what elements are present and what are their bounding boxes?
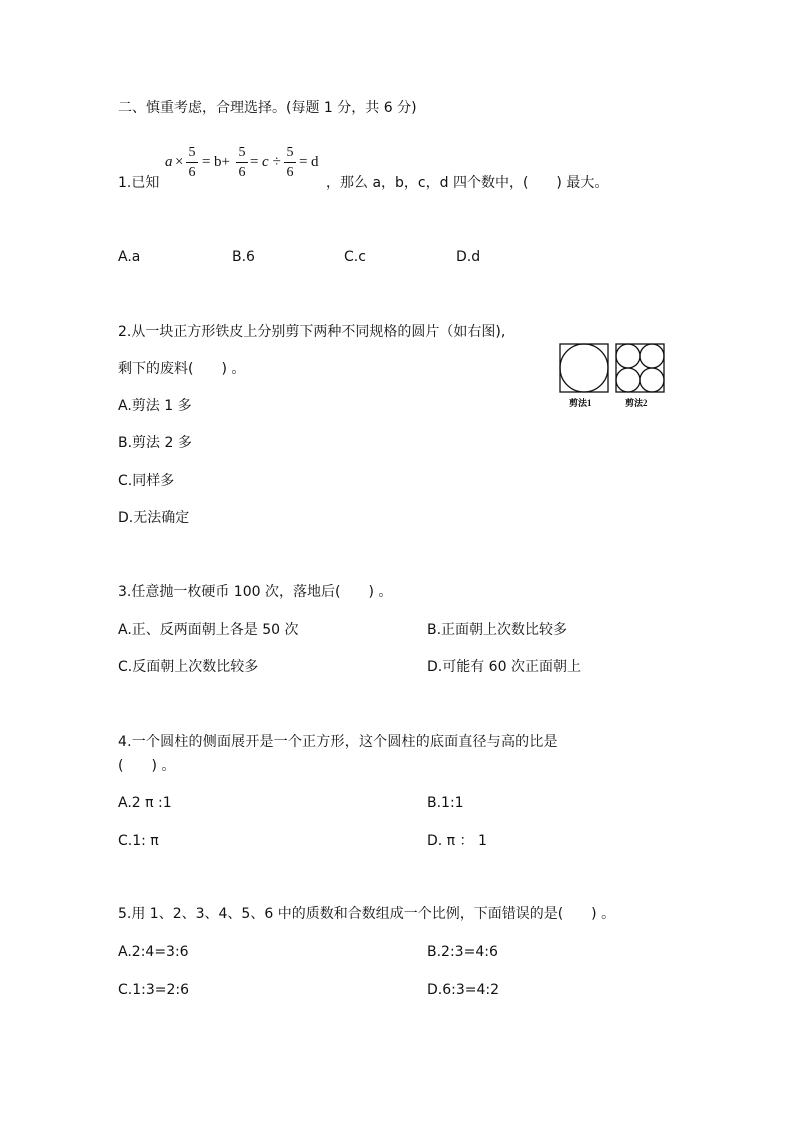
frac1-den: 6 [188,165,196,180]
q1-option-a: A.a [118,249,141,265]
q1-suffix: ，那么 a，b，c，d 四个数中，( ) 最大。 [326,175,609,191]
q4-stem-line2: ( ) 。 [118,758,176,774]
q4-stem-line1: 4.一个圆柱的侧面展开是一个正方形，这个圆柱的底面直径与高的比是 [118,734,558,750]
frac3-bar [284,162,296,163]
figure-label-1: 剪法1 [569,398,592,408]
formula-b-plus: b+ [214,154,230,170]
formula-times: × [175,154,184,170]
square-sheet-2 [616,344,664,392]
frac3-den: 6 [286,165,294,180]
small-circle-1 [616,344,640,368]
q2-option-a: A.剪法 1 多 [118,398,192,414]
frac2-bar [236,162,248,163]
q1-option-b: B.6 [232,249,255,265]
frac2-den: 6 [238,165,246,180]
frac1-num: 5 [188,145,196,160]
q2-stem-line2: 剩下的废料( ) 。 [118,361,246,377]
q1-prefix: 1.已知 [118,175,160,191]
q5-option-c: C.1:3=2:6 [118,982,190,998]
frac1-bar [186,162,198,163]
q1-option-c: C.c [344,249,366,265]
small-circle-4 [640,368,664,392]
q3-stem: 3.任意抛一枚硬币 100 次，落地后( ) 。 [118,584,393,600]
formula-c-div: c ÷ [262,154,281,170]
q3-option-b: B.正面朝上次数比较多 [427,622,568,638]
q1-option-d: D.d [456,249,481,265]
small-circle-2 [640,344,664,368]
formula-eq1: = [202,154,211,170]
frac3-num: 5 [286,145,294,160]
formula-eq2: = [250,154,259,170]
q4-option-a: A.2 π :1 [118,795,172,811]
frac2-num: 5 [238,145,246,160]
q2-option-b: B.剪法 2 多 [118,435,192,451]
large-circle [560,344,608,392]
q3-option-a: A.正、反两面朝上各是 50 次 [118,622,299,638]
section-title: 二、慎重考虑，合理选择。(每题 1 分，共 6 分) [118,100,417,116]
q2-stem-line1: 2.从一块正方形铁皮上分别剪下两种不同规格的圆片（如右图), [118,324,506,340]
q5-option-d: D.6:3=4:2 [427,982,500,998]
q3-option-d: D.可能有 60 次正面朝上 [427,659,581,675]
formula-a: a [165,154,173,170]
formula-eq3: = [299,154,308,170]
q4-option-b: B.1:1 [427,795,464,811]
q4-option-d: D. π ： 1 [427,833,487,849]
q2-cutting-figure [558,342,670,396]
q5-option-b: B.2:3=4:6 [427,944,498,960]
q5-stem: 5.用 1、2、3、4、5、6 中的质数和合数组成一个比例，下面错误的是( ) 。 [118,906,616,922]
figure-label-2: 剪法2 [625,398,648,408]
cut-method-1-diagram [560,344,608,392]
q4-option-c: C.1: π [118,833,159,849]
q5-option-a: A.2:4=3:6 [118,944,189,960]
q2-option-d: D.无法确定 [118,510,190,526]
cut-method-2-diagram [616,344,664,392]
formula-d: d [311,154,319,170]
q3-option-c: C.反面朝上次数比较多 [118,659,259,675]
q2-option-c: C.同样多 [118,473,175,489]
small-circle-3 [616,368,640,392]
